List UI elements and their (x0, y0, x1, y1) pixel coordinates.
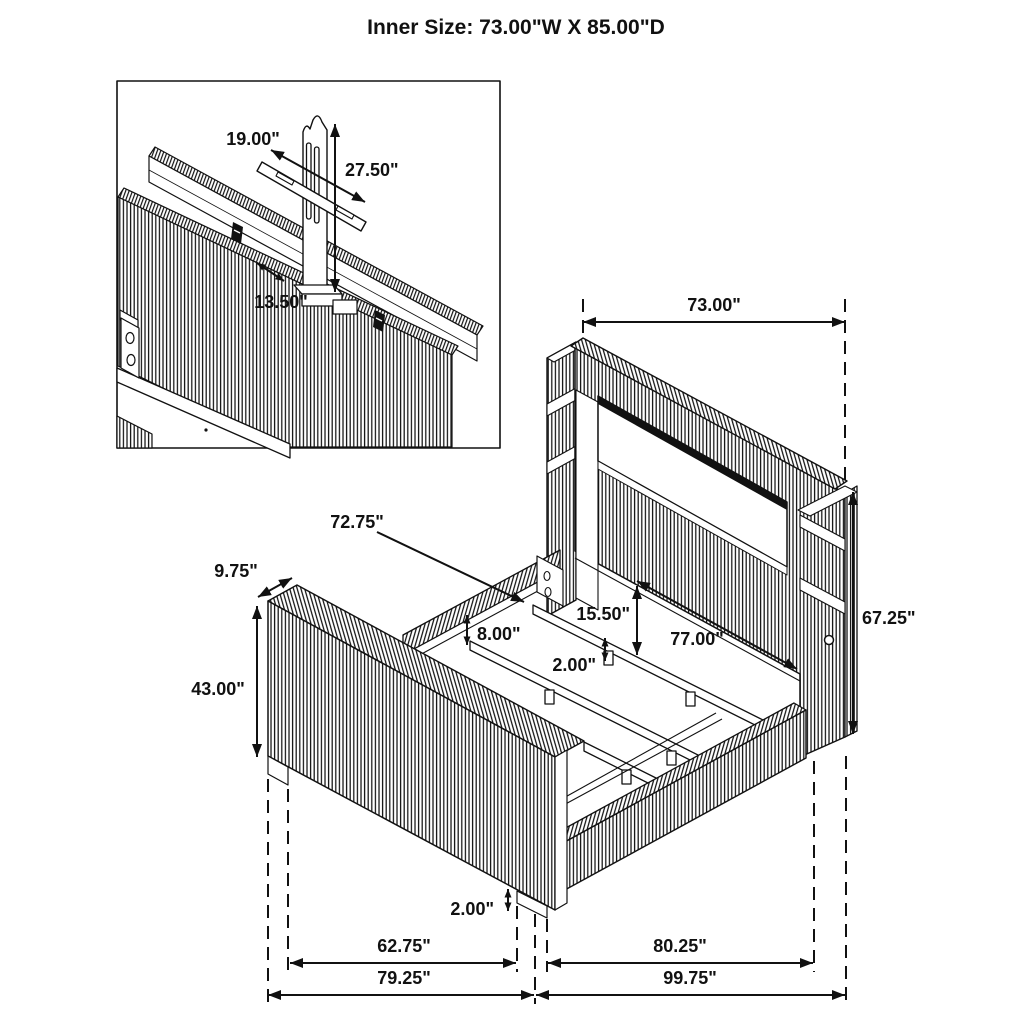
dim-bracket-offset: 13.50" (254, 292, 308, 312)
dim-rail-length: 72.75" (330, 512, 384, 532)
dim-headboard-height: 67.25" (862, 608, 916, 628)
dim-footboard-span: 62.75" (377, 936, 431, 956)
dim-headboard-span: 80.25" (653, 936, 707, 956)
headboard-knob (825, 636, 834, 645)
dim-headboard-overall: 99.75" (663, 968, 717, 988)
dim-headboard-width: 73.00" (687, 295, 741, 315)
dim-slat-length: 77.00" (670, 629, 724, 649)
dim-bracket-width: 19.00" (226, 129, 280, 149)
dim-bracket-height: 27.50" (345, 160, 399, 180)
dim-foot-leg-height: 2.00" (450, 899, 494, 919)
dim-headboard-to-slat: 15.50" (576, 604, 630, 624)
page-title: Inner Size: 73.00"W X 85.00"D (367, 16, 665, 39)
dim-rail-to-slat-drop: 8.00" (477, 624, 521, 644)
dim-footboard-depth: 9.75" (214, 561, 258, 581)
dim-footboard-height: 43.00" (191, 679, 245, 699)
headboard-bracket-detail-inset (117, 81, 500, 458)
dim-footboard-overall: 79.25" (377, 968, 431, 988)
dim-slat-thickness: 2.00" (552, 655, 596, 675)
